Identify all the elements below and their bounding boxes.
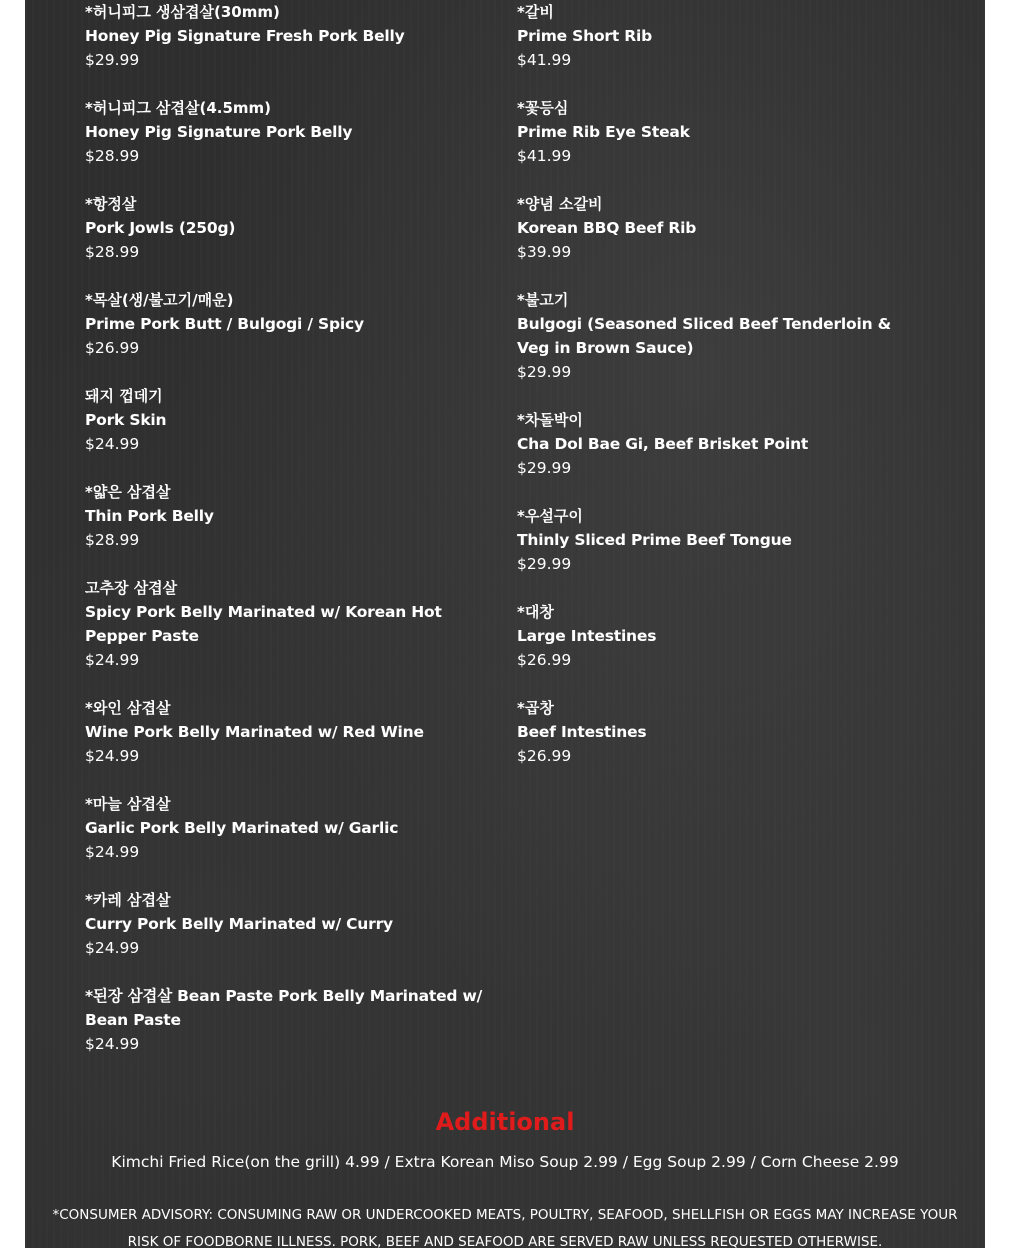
menu-item-price: $29.99 bbox=[85, 51, 140, 69]
menu-item-english-name: Pork Jowls (250g) bbox=[85, 219, 236, 237]
menu-item-english-name: Honey Pig Signature Pork Belly bbox=[85, 123, 353, 141]
menu-item bbox=[517, 192, 917, 264]
menu-item-english-name: Wine Pork Belly Marinated w/ Red Wine bbox=[85, 723, 424, 741]
menu-item-korean-name: *항정살 bbox=[85, 195, 137, 213]
beef-menu-column bbox=[517, 0, 917, 792]
menu-item-korean-name: *차돌박이 bbox=[517, 411, 583, 429]
menu-item bbox=[517, 288, 917, 384]
menu-item-korean-name: 돼지 껍데기 bbox=[85, 387, 163, 405]
menu-item-price: $24.99 bbox=[85, 651, 140, 669]
menu-item-english-name: Spicy Pork Belly Marinated w/ Korean Hot Pepper Paste bbox=[85, 603, 442, 645]
menu-item-price: $29.99 bbox=[517, 459, 572, 477]
menu-item-korean-name: *대창 bbox=[517, 603, 554, 621]
additional-heading: Additional bbox=[435, 1108, 575, 1136]
menu-item-english-name: Honey Pig Signature Fresh Pork Belly bbox=[85, 27, 405, 45]
menu-item-english-name: Cha Dol Bae Gi, Beef Brisket Point bbox=[517, 435, 809, 453]
menu-item-korean-name: *마늘 삼겹살 bbox=[85, 795, 171, 813]
menu-item-price: $26.99 bbox=[517, 651, 572, 669]
menu-item-price: $39.99 bbox=[517, 243, 572, 261]
menu-item bbox=[85, 696, 495, 768]
menu-item bbox=[85, 792, 495, 864]
menu-item-price: $28.99 bbox=[85, 243, 140, 261]
menu-item-english-name: Bulgogi (Seasoned Sliced Beef Tenderloin & Veg in Brown Sauce) bbox=[517, 315, 891, 357]
menu-item bbox=[517, 696, 917, 768]
menu-item-korean-name: *불고기 bbox=[517, 291, 569, 309]
menu-item-english-name: Thinly Sliced Prime Beef Tongue bbox=[517, 531, 792, 549]
menu-item-price: $26.99 bbox=[517, 747, 572, 765]
menu-item-english-name: Beef Intestines bbox=[517, 723, 647, 741]
menu-item bbox=[85, 0, 495, 72]
menu-item bbox=[85, 192, 495, 264]
menu-item bbox=[85, 984, 495, 1056]
menu-item-korean-name: *목살(생/불고기/매운) bbox=[85, 291, 234, 309]
menu-item-english-name: Prime Pork Butt / Bulgogi / Spicy bbox=[85, 315, 364, 333]
menu-item-english-name: Curry Pork Belly Marinated w/ Curry bbox=[85, 915, 393, 933]
menu-item bbox=[517, 0, 917, 72]
menu-item bbox=[85, 576, 495, 672]
pork-menu-column bbox=[85, 0, 495, 1080]
menu-item-price: $26.99 bbox=[85, 339, 140, 357]
menu-item-korean-name: *와인 삼겹살 bbox=[85, 699, 171, 717]
menu-item-korean-name: *얇은 삼겹살 bbox=[85, 483, 171, 501]
menu-item-korean-name: *갈비 bbox=[517, 3, 554, 21]
menu-item bbox=[85, 480, 495, 552]
menu-item-korean-name: *우설구이 bbox=[517, 507, 583, 525]
menu-item-korean-name: *곱창 bbox=[517, 699, 554, 717]
additional-items-line: Kimchi Fried Rice(on the grill) 4.99 / Extra Korean Miso Soup 2.99 / Egg Soup 2.99 / Corn Cheese 2.99 bbox=[111, 1153, 899, 1171]
menu-item bbox=[517, 408, 917, 480]
menu-item bbox=[85, 96, 495, 168]
menu-item-english-name: Pork Skin bbox=[85, 411, 167, 429]
menu-item-price: $28.99 bbox=[85, 531, 140, 549]
menu-item-price: $24.99 bbox=[85, 1035, 140, 1053]
menu-item-price: $24.99 bbox=[85, 939, 140, 957]
menu-item-english-name: Large Intestines bbox=[517, 627, 657, 645]
menu-item-english-name: *된장 삼겹살 Bean Paste Pork Belly Marinated w/ Bean Paste bbox=[85, 987, 483, 1029]
menu-item-price: $24.99 bbox=[85, 435, 140, 453]
menu-item-price: $29.99 bbox=[517, 363, 572, 381]
menu-item bbox=[517, 504, 917, 576]
menu-item bbox=[85, 888, 495, 960]
menu-item-price: $24.99 bbox=[85, 843, 140, 861]
menu-item-price: $29.99 bbox=[517, 555, 572, 573]
menu-item-korean-name: *허니피그 삼겹살(4.5mm) bbox=[85, 99, 272, 117]
menu-item bbox=[517, 96, 917, 168]
menu-item-price: $41.99 bbox=[517, 147, 572, 165]
menu-item-korean-name: *양념 소갈비 bbox=[517, 195, 603, 213]
menu-item bbox=[517, 600, 917, 672]
menu-item-price: $24.99 bbox=[85, 747, 140, 765]
menu-item-english-name: Korean BBQ Beef Rib bbox=[517, 219, 697, 237]
menu-item-price: $41.99 bbox=[517, 51, 572, 69]
consumer-advisory: *CONSUMER ADVISORY: CONSUMING RAW OR UNDERCOOKED MEATS, POULTRY, SEAFOOD, SHELLFISH OR EGGS MAY INCREASE YOUR RISK OF FOODBORNE ILLNESS. PORK, BEEF AND SEAFOOD ARE SERVED RAW UNLESS REQUESTED OTHERWISE. bbox=[52, 1207, 958, 1248]
menu-item-english-name: Prime Short Rib bbox=[517, 27, 653, 45]
menu-item-korean-name: *꽃등심 bbox=[517, 99, 569, 117]
menu-item-korean-name: *허니피그 생삼겹살(30mm) bbox=[85, 3, 280, 21]
menu-item-price: $28.99 bbox=[85, 147, 140, 165]
menu-item-english-name: Garlic Pork Belly Marinated w/ Garlic bbox=[85, 819, 399, 837]
menu-item bbox=[85, 384, 495, 456]
menu-item-korean-name: 고추장 삼겹살 bbox=[85, 579, 178, 597]
menu-item-korean-name: *카레 삼겹살 bbox=[85, 891, 171, 909]
menu-item-english-name: Thin Pork Belly bbox=[85, 507, 214, 525]
menu-item-english-name: Prime Rib Eye Steak bbox=[517, 123, 690, 141]
menu-item bbox=[85, 288, 495, 360]
